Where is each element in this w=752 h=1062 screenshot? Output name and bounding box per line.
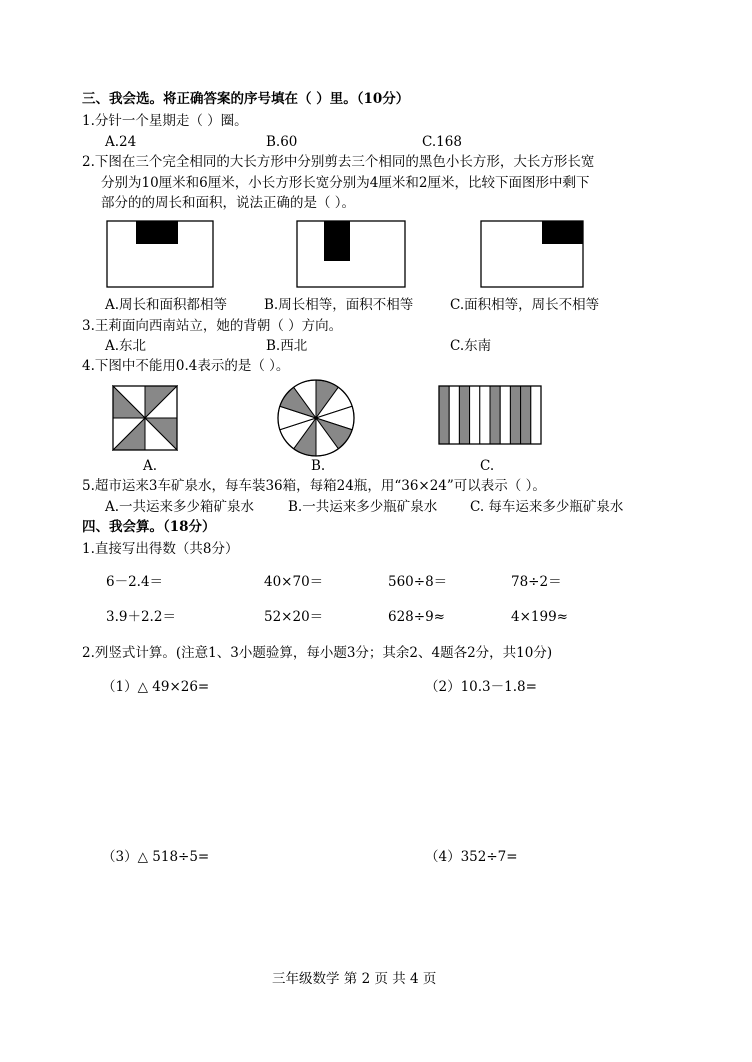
calc-1-2: 40×70＝ [264,574,324,590]
q4-figure-c [438,385,542,445]
q3-stem: 3.王莉面向西南站立，她的背朝（ ）方向。 [82,318,343,334]
q4-label-c: C. [480,458,495,474]
calc-2-4: 4×199≈ [511,609,568,625]
part1-title: 1.直接写出得数（共8分） [82,541,239,557]
vertical-calc-2: （2）10.3－1.8= [425,679,537,695]
q4-figure-a [112,385,178,451]
calc-2-1: 3.9＋2.2＝ [106,609,176,625]
q2-option-a: A.周长和面积都相等 [105,297,228,313]
q1-option-a: A.24 [105,134,137,150]
q2-stem-line3: 部分的的周长和面积，说法正确的是（ ）。 [101,195,356,211]
q2-option-b: B.周长相等，面积不相等 [264,297,414,313]
q2-stem-line1: 2.下图在三个完全相同的大长方形中分别剪去三个相同的黑色小长方形，大长方形长宽 [82,154,595,170]
q2-stem-line2: 分别为10厘米和6厘米，小长方形长宽分别为4厘米和2厘米，比较下面图形中剩下 [101,175,590,191]
vertical-calc-4: （4）352÷7= [425,849,518,865]
calc-1-4: 78÷2＝ [511,574,562,590]
q1-stem: 1.分针一个星期走（ ）圈。 [82,113,248,129]
calc-2-3: 628÷9≈ [388,609,445,625]
vertical-calc-1: （1）△ 49×26= [102,679,210,695]
calc-1-3: 560÷8＝ [388,574,448,590]
q3-option-b: B.西北 [266,338,308,354]
page-footer: 三年级数学 第 2 页 共 4 页 [272,971,437,987]
q2-figure-c [480,220,584,288]
q2-figure-b [296,220,406,288]
q3-option-c: C.东南 [450,338,492,354]
q1-option-b: B.60 [266,134,298,150]
calc-1-1: 6－2.4＝ [106,574,164,590]
part2-title: 2.列竖式计算。(注意1、3小题验算，每小题3分；其余2、4题各2分，共10分) [82,645,553,661]
q1-option-c: C.168 [422,134,462,150]
q5-option-c: C. 每车运来多少瓶矿泉水 [470,499,624,515]
q2-figure-a [106,220,214,288]
q5-stem: 5.超市运来3车矿泉水，每车装36箱，每箱24瓶，用“36×24”可以表示（ ）。 [82,478,546,494]
section-4-heading: 四、我会算。（18分） [82,519,216,535]
section-3-heading: 三、我会选。将正确答案的序号填在（ ）里。（10分） [82,91,410,107]
vertical-calc-3: （3）△ 518÷5= [102,849,210,865]
q4-label-b: B. [311,458,326,474]
q4-figure-b [276,378,356,458]
q4-label-a: A. [143,458,158,474]
q5-option-b: B.一共运来多少瓶矿泉水 [288,499,438,515]
q5-option-a: A.一共运来多少箱矿泉水 [105,499,255,515]
q2-option-c: C.面积相等，周长不相等 [450,297,600,313]
q4-stem: 4.下图中不能用0.4表示的是（ ）。 [82,358,290,374]
q3-option-a: A.东北 [105,338,147,354]
calc-2-2: 52×20＝ [264,609,324,625]
